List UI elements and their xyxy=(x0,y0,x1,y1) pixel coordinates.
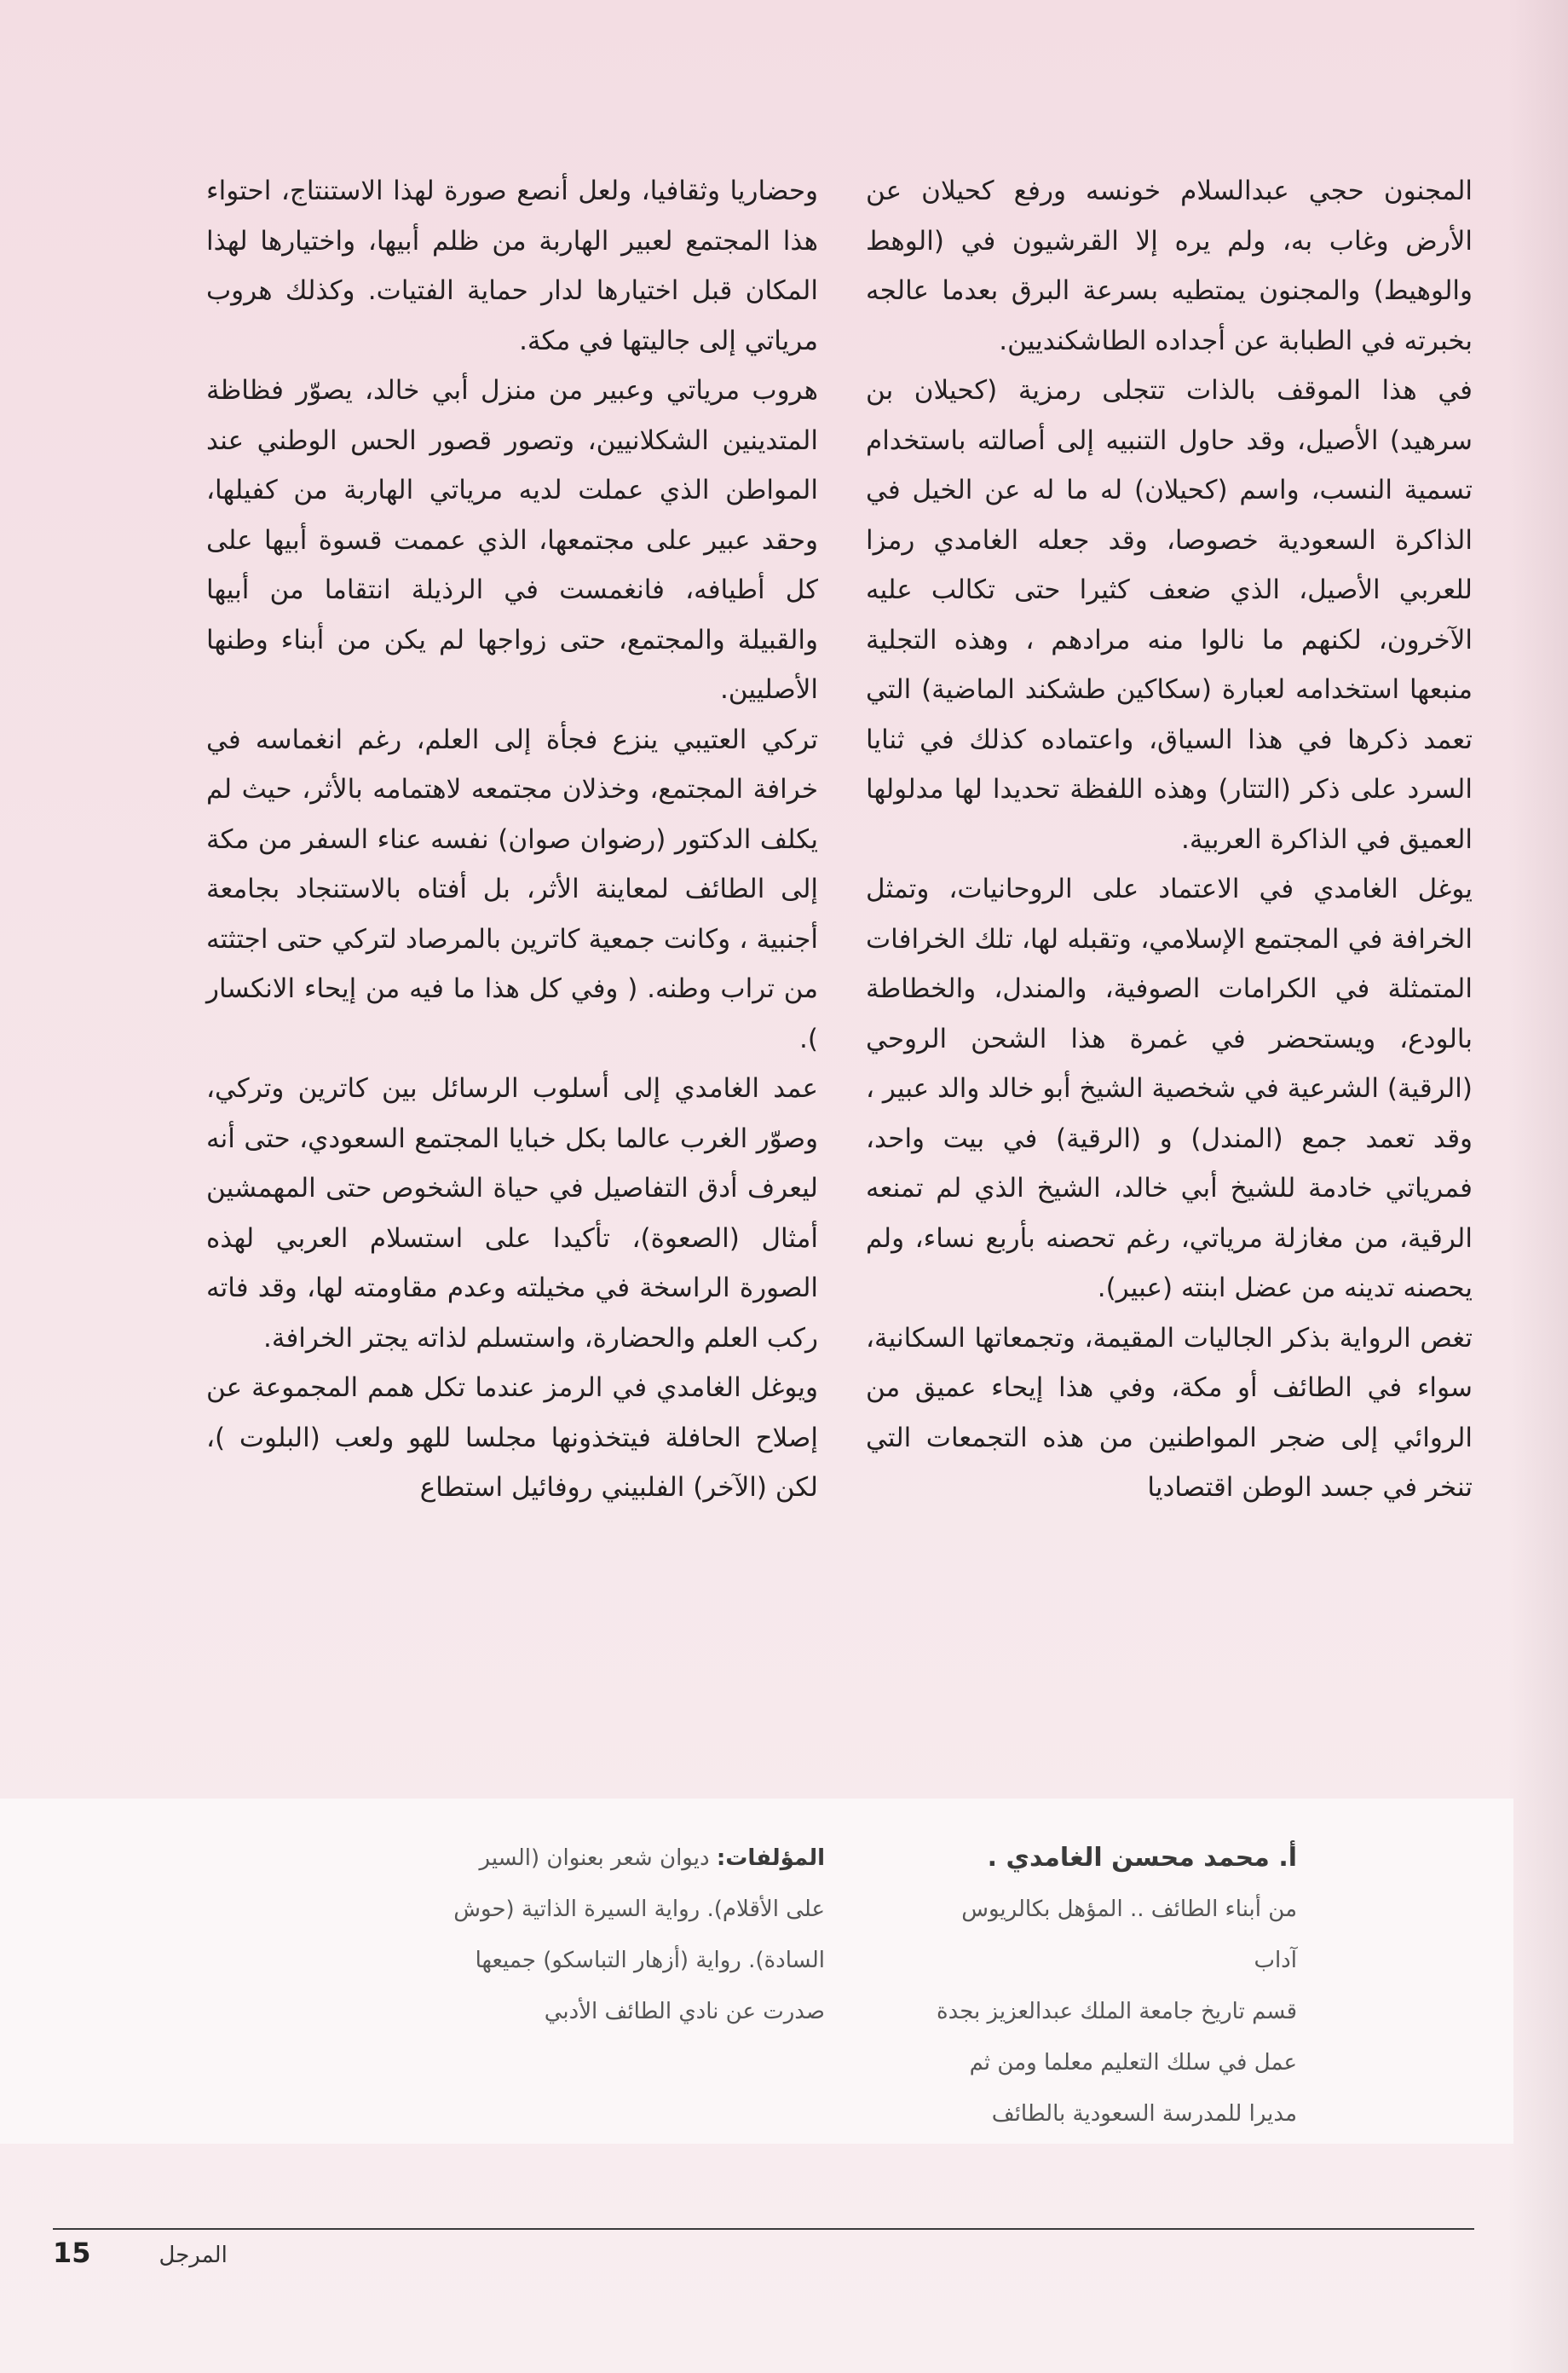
article-paragraph: تركي العتيبي ينزع فجأة إلى العلم، رغم انغماسه في خرافة المجتمع، وخذلان مجتمعه لاهتمامه بالأثر، حيث لم يكلف الدكتور (رضوان صوان) نفسه عناء السفر من مكة إلى الطائف لمعاينة الأثر، بل أفتاه بالاستنجاد بجامعة أجنبية ، وكانت جمعية كاترين بالمرصاد لتركي حتى اجتثته من تراب وطنه. ( وفي كل هذا ما فيه من إيحاء الانكسار ). xyxy=(206,724,818,1054)
article-paragraph: ويوغل الغامدي في الرمز عندما تكل همم المجموعة عن إصلاح الحافلة فيتخذونها مجلسا للهو ولعب (البلوت )، لكن (الآخر) الفلبيني روفائيل استطاع xyxy=(206,1372,818,1503)
author-bio-line: من أبناء الطائف .. المؤهل بكالريوس آداب xyxy=(961,1897,1297,1973)
author-works-line: صدرت عن نادي الطائف الأدبي xyxy=(544,1999,825,2024)
author-name: أ. محمد محسن الغامدي . xyxy=(987,1843,1297,1873)
article-paragraph: تغص الرواية بذكر الجاليات المقيمة، وتجمعاتها السكانية، سواء في الطائف أو مكة، وفي هذا إيحاء عميق من الروائي إلى ضجر المواطنين من هذه التجمعات التي تنخر في جسد الوطن اقتصاديا xyxy=(866,1322,1473,1503)
magazine-name: المرجل xyxy=(159,2243,228,2268)
author-works-line: السادة). رواية (أزهار التباسكو) جميعها xyxy=(475,1948,825,1973)
article-paragraph: يوغل الغامدي في الاعتماد على الروحانيات، وتمثل الخرافة في المجتمع الإسلامي، وتقبله لها، تلك الخرافات المتمثلة في الكرامات الصوفية، والمندل، والخطاطة بالودع، ويستحضر في غمرة هذا الشحن الروحي (الرقية) الشرعية في شخصية الشيخ أبو خالد والد عبير ، وقد تعمد جمع (المندل) و (الرقية) في بيت واحد، فمرياتي خادمة للشيخ أبي خالد، الشيخ الذي لم تمنعه الرقية، من مغازلة مرياتي، رغم تحصنه بأربع نساء، ولم يحصنه تدينه من عضل ابنته (عبير). xyxy=(866,874,1473,1303)
author-works-text: ديوان شعر بعنوان (السير xyxy=(479,1845,710,1871)
article-column-right xyxy=(866,166,1473,1513)
article-paragraph: المجنون حجي عبدالسلام خونسه ورفع كحيلان عن الأرض وغاب به، ولم يره إلا القرشيون في (الوهط والوهيط) والمجنون يمتطيه بسرعة البرق بعدما عالجه بخبرته في الطبابة عن أجداده الطاشكنديين. xyxy=(866,176,1473,356)
author-works-first-line xyxy=(424,1833,825,1884)
article-paragraph: هروب مرياتي وعبير من منزل أبي خالد، يصوّر فظاظة المتدينين الشكلانيين، وتصور قصور الحس الوطني عند المواطن الذي عملت لديه مرياتي الهاربة من كفيلها، وحقد عبير على مجتمعها، الذي عممت قسوة أبيها على كل أطيافه، فانغمست في الرذيلة انتقاما من أبيها والقبيلة والمجتمع، حتى زواجها لم يكن من أبناء وطنها الأصليين. xyxy=(206,375,818,705)
author-works-label: المؤلفات: xyxy=(716,1845,825,1871)
author-bio-line: عمل في سلك التعليم معلما ومن ثم xyxy=(969,2050,1297,2076)
article-paragraph: وحضاريا وثقافيا، ولعل أنصع صورة لهذا الاستنتاج، احتواء هذا المجتمع لعبير الهاربة من ظلم أبيها، واختيارها لهذا المكان قبل اختيارها لدار حماية الفتيات. وكذلك هروب مرياتي إلى جاليتها في مكة. xyxy=(206,176,818,356)
page-footer xyxy=(53,2237,228,2269)
article-paragraph: في هذا الموقف بالذات تتجلى رمزية (كحيلان بن سرهيد) الأصيل، وقد حاول التنبيه إلى أصالته باستخدام تسمية النسب، واسم (كحيلان) له ما له عن الخيل في الذاكرة السعودية خصوصا، وقد جعله الغامدي رمزا للعربي الأصيل، الذي ضعف كثيرا حتى تكالب عليه الآخرون، لكنهم ما نالوا منه مرادهم ، وهذه التجلية منبعها استخدامه لعبارة (سكاكين طشكند الماضية) التي تعمد ذكرها في هذا السياق، واعتماده كذلك في ثنايا السرد على ذكر (التتار) وهذه اللفظة تحديدا لها مدلولها العميق في الذاكرة العربية. xyxy=(866,375,1473,855)
article-column-left xyxy=(206,166,818,1513)
author-bio-line: مديرا للمدرسة السعودية بالطائف xyxy=(991,2101,1297,2127)
author-bio-line: قسم تاريخ جامعة الملك عبدالعزيز بجدة xyxy=(937,1999,1297,2024)
author-works-line: على الأقلام). رواية السيرة الذاتية (حوش xyxy=(453,1897,825,1922)
page-number: 15 xyxy=(53,2237,91,2269)
author-works xyxy=(424,1833,825,2037)
article-paragraph: عمد الغامدي إلى أسلوب الرسائل بين كاترين وتركي، وصوّر الغرب عالما بكل خبايا المجتمع السعودي، حتى أنه ليعرف أدق التفاصيل في حياة الشخوص حتى المهمشين أمثال (الصعوة)، تأكيدا على استسلام العربي لهذه الصورة الراسخة في مخيلته وعدم مقاومته لها، وقد فاته ركب العلم والحضارة، واستسلم لذاته يجتر الخرافة. xyxy=(206,1073,818,1354)
page-edge-shadow xyxy=(1508,0,1568,2373)
footer-divider xyxy=(53,2228,1474,2230)
author-bio xyxy=(931,1833,1297,2139)
